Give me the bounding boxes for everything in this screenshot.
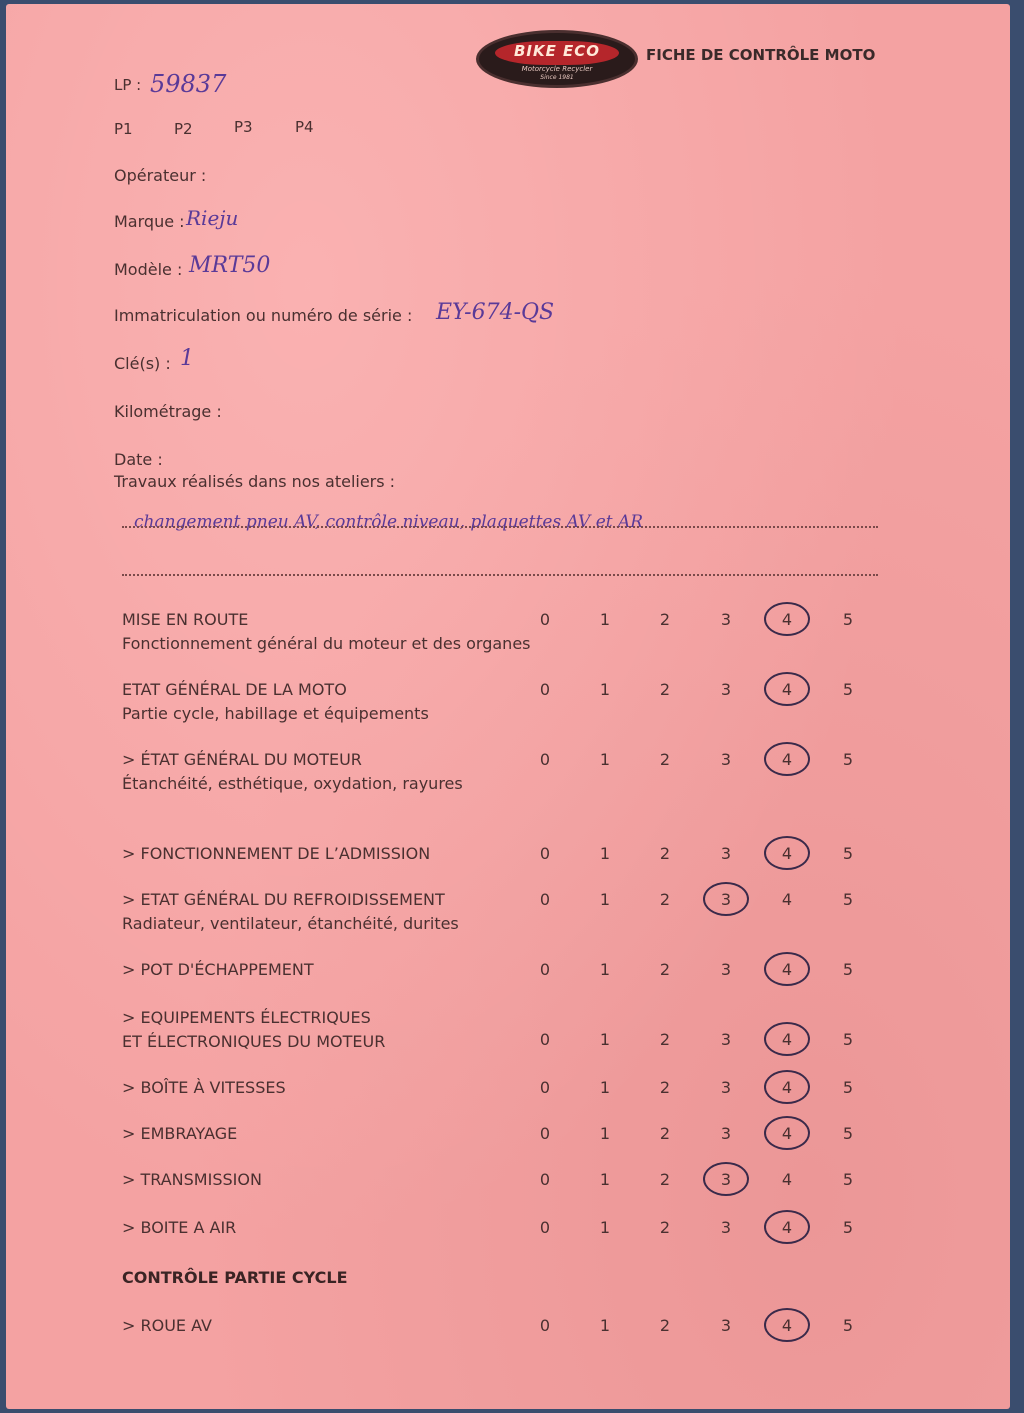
score-option-5[interactable]: 5 [842, 1170, 854, 1189]
check-item-5 [122, 958, 314, 982]
date-label: Date : [114, 450, 163, 469]
travaux-label: Travaux réalisés dans nos ateliers : [114, 472, 396, 491]
travaux-dotted-line-2 [122, 574, 878, 576]
score-option-1[interactable]: 1 [599, 1124, 611, 1143]
score-option-1[interactable]: 1 [599, 1218, 611, 1237]
score-option-4[interactable]: 4 [781, 844, 793, 863]
score-option-1[interactable]: 1 [599, 844, 611, 863]
check-subtitle: ET ÉLECTRONIQUES DU MOTEUR [122, 1032, 386, 1051]
score-option-4[interactable]: 4 [781, 1316, 793, 1335]
score-option-0[interactable]: 0 [539, 890, 551, 909]
logo-subtitle: Motorcycle Recycler [521, 65, 593, 73]
score-option-4[interactable]: 4 [781, 610, 793, 629]
score-option-3[interactable]: 3 [720, 890, 732, 909]
selected-score-circle [764, 602, 810, 636]
check-title: > ÉTAT GÉNÉRAL DU MOTEUR [122, 750, 362, 769]
lp-value: 59837 [150, 70, 227, 98]
score-option-0[interactable]: 0 [539, 610, 551, 629]
check-title: > BOÎTE À VITESSES [122, 1078, 286, 1097]
check-item-9 [122, 1168, 262, 1192]
p2-label: P2 [174, 120, 193, 138]
check-title: > ETAT GÉNÉRAL DU REFROIDISSEMENT [122, 890, 445, 909]
score-option-5[interactable]: 5 [842, 890, 854, 909]
score-option-4[interactable]: 4 [781, 890, 793, 909]
operateur-label: Opérateur : [114, 166, 207, 185]
logo-since: Since 1981 [540, 74, 574, 81]
score-option-2[interactable]: 2 [659, 610, 671, 629]
check-title: > FONCTIONNEMENT DE L’ADMISSION [122, 844, 431, 863]
score-option-5[interactable]: 5 [842, 844, 854, 863]
score-option-1[interactable]: 1 [599, 1030, 611, 1049]
check-title: ETAT GÉNÉRAL DE LA MOTO [122, 680, 347, 699]
score-option-3[interactable]: 3 [720, 960, 732, 979]
check-title: > EMBRAYAGE [122, 1124, 238, 1143]
cles-label: Clé(s) : [114, 354, 171, 373]
immatriculation-value: EY-674-QS [436, 300, 555, 325]
score-option-2[interactable]: 2 [659, 1170, 671, 1189]
score-option-3[interactable]: 3 [720, 750, 732, 769]
kilometrage-label: Kilométrage : [114, 402, 222, 421]
score-option-0[interactable]: 0 [539, 750, 551, 769]
modele-value: MRT50 [189, 253, 271, 278]
score-option-0[interactable]: 0 [539, 1316, 551, 1335]
selected-score-circle [764, 952, 810, 986]
score-option-2[interactable]: 2 [659, 1030, 671, 1049]
check-item-0 [122, 608, 531, 656]
selected-score-circle [764, 1210, 810, 1244]
score-option-5[interactable]: 5 [842, 1078, 854, 1097]
modele-label: Modèle : [114, 260, 183, 279]
score-option-4[interactable]: 4 [781, 1170, 793, 1189]
score-option-0[interactable]: 0 [539, 1124, 551, 1143]
check-item-2 [122, 748, 463, 796]
score-option-2[interactable]: 2 [659, 960, 671, 979]
score-option-1[interactable]: 1 [599, 750, 611, 769]
lp-label: LP : [114, 76, 142, 94]
score-option-5[interactable]: 5 [842, 1218, 854, 1237]
check-item-1 [122, 678, 429, 726]
score-option-2[interactable]: 2 [659, 890, 671, 909]
p4-label: P4 [295, 118, 314, 136]
score-option-4[interactable]: 4 [781, 1218, 793, 1237]
score-option-0[interactable]: 0 [539, 1218, 551, 1237]
score-option-2[interactable]: 2 [659, 1124, 671, 1143]
check-title: > ROUE AV [122, 1316, 212, 1335]
score-option-3[interactable]: 3 [720, 1078, 732, 1097]
score-option-1[interactable]: 1 [599, 1078, 611, 1097]
check-subtitle: Partie cycle, habillage et équipements [122, 704, 429, 723]
score-option-1[interactable]: 1 [599, 610, 611, 629]
score-option-5[interactable]: 5 [842, 1316, 854, 1335]
score-option-2[interactable]: 2 [659, 1078, 671, 1097]
score-option-0[interactable]: 0 [539, 1030, 551, 1049]
score-option-5[interactable]: 5 [842, 680, 854, 699]
bike-eco-logo [476, 30, 638, 88]
score-option-3[interactable]: 3 [720, 1030, 732, 1049]
score-option-4[interactable]: 4 [781, 1078, 793, 1097]
marque-label: Marque : [114, 212, 185, 231]
selected-score-circle [703, 1162, 749, 1196]
score-option-3[interactable]: 3 [720, 1124, 732, 1143]
check-item-7 [122, 1076, 286, 1100]
marque-value: Rieju [186, 206, 239, 230]
score-option-0[interactable]: 0 [539, 1078, 551, 1097]
check-item-6 [122, 1006, 385, 1054]
p3-label: P3 [234, 118, 253, 136]
selected-score-circle [764, 1116, 810, 1150]
score-option-5[interactable]: 5 [842, 610, 854, 629]
score-option-1[interactable]: 1 [599, 890, 611, 909]
cles-value: 1 [180, 346, 194, 371]
score-option-4[interactable]: 4 [781, 750, 793, 769]
score-option-4[interactable]: 4 [781, 680, 793, 699]
score-option-3[interactable]: 3 [720, 844, 732, 863]
check-title: MISE EN ROUTE [122, 610, 249, 629]
travaux-dotted-line-1 [122, 526, 878, 528]
p1-label: P1 [114, 120, 133, 138]
score-option-3[interactable]: 3 [720, 1218, 732, 1237]
travaux-value: changement pneu AV, contrôle niveau, plaquettes AV et AR [134, 512, 644, 532]
score-option-0[interactable]: 0 [539, 680, 551, 699]
score-option-2[interactable]: 2 [659, 844, 671, 863]
selected-score-circle [764, 1022, 810, 1056]
check-title: > EQUIPEMENTS ÉLECTRIQUES [122, 1008, 371, 1027]
check-item-10 [122, 1216, 236, 1240]
score-option-4[interactable]: 4 [781, 1030, 793, 1049]
score-option-3[interactable]: 3 [720, 1170, 732, 1189]
selected-score-circle [764, 836, 810, 870]
score-option-0[interactable]: 0 [539, 844, 551, 863]
check-item-cycle-0 [122, 1314, 212, 1338]
score-option-2[interactable]: 2 [659, 750, 671, 769]
score-option-1[interactable]: 1 [599, 680, 611, 699]
selected-score-circle [764, 672, 810, 706]
form-sheet [6, 4, 1010, 1409]
section-title-partie-cycle: CONTRÔLE PARTIE CYCLE [122, 1268, 348, 1287]
score-option-5[interactable]: 5 [842, 750, 854, 769]
check-item-4 [122, 888, 459, 936]
score-option-2[interactable]: 2 [659, 1218, 671, 1237]
score-option-5[interactable]: 5 [842, 1030, 854, 1049]
score-option-0[interactable]: 0 [539, 960, 551, 979]
score-option-1[interactable]: 1 [599, 960, 611, 979]
check-subtitle: Fonctionnement général du moteur et des organes [122, 634, 531, 653]
check-subtitle: Étanchéité, esthétique, oxydation, rayures [122, 774, 463, 793]
selected-score-circle [764, 1070, 810, 1104]
score-option-3[interactable]: 3 [720, 1316, 732, 1335]
immatriculation-label: Immatriculation ou numéro de série : [114, 306, 413, 325]
check-subtitle: Radiateur, ventilateur, étanchéité, durites [122, 914, 459, 933]
score-option-4[interactable]: 4 [781, 960, 793, 979]
score-option-2[interactable]: 2 [659, 1316, 671, 1335]
check-title: > TRANSMISSION [122, 1170, 262, 1189]
selected-score-circle [703, 882, 749, 916]
score-option-2[interactable]: 2 [659, 680, 671, 699]
score-option-3[interactable]: 3 [720, 610, 732, 629]
selected-score-circle [764, 742, 810, 776]
check-item-3 [122, 842, 430, 866]
score-option-0[interactable]: 0 [539, 1170, 551, 1189]
check-item-8 [122, 1122, 237, 1146]
score-option-3[interactable]: 3 [720, 680, 732, 699]
check-title: > BOITE A AIR [122, 1218, 237, 1237]
score-option-4[interactable]: 4 [781, 1124, 793, 1143]
score-option-5[interactable]: 5 [842, 960, 854, 979]
score-option-1[interactable]: 1 [599, 1316, 611, 1335]
logo-name: BIKE ECO [513, 42, 601, 60]
document-title: FICHE DE CONTRÔLE MOTO [646, 46, 876, 64]
check-title: > POT D'ÉCHAPPEMENT [122, 960, 314, 979]
score-option-1[interactable]: 1 [599, 1170, 611, 1189]
selected-score-circle [764, 1308, 810, 1342]
score-option-5[interactable]: 5 [842, 1124, 854, 1143]
